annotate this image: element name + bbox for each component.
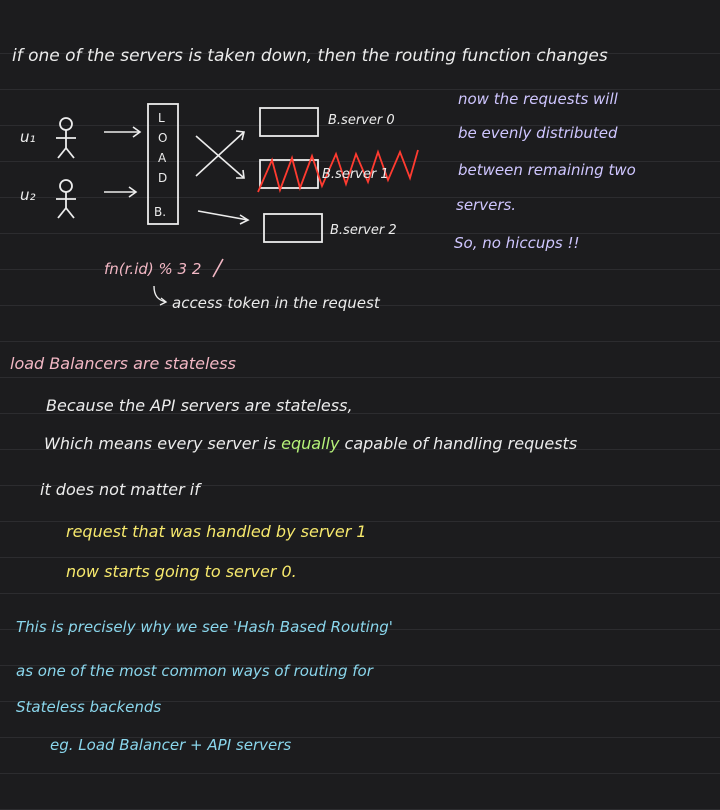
lb-letter-l: L [158, 111, 165, 125]
hash-routing-line-3: Stateless backends [16, 698, 162, 716]
stateless-title: load Balancers are stateless [10, 354, 236, 373]
server-1-label: B.server 1 [322, 167, 389, 182]
formula-hook [154, 286, 166, 302]
formula-strike [213, 259, 223, 277]
stateless-line-3: it does not matter if [40, 480, 200, 499]
crossing-arrows [196, 131, 248, 224]
hash-routing-quote: 'Hash Based Routing' [233, 618, 393, 636]
stateless-line-4: request that was handled by server 1 [66, 522, 367, 541]
user-1-label: u₁ [20, 128, 36, 146]
stateless-line-1: Because the API servers are stateless, [46, 396, 353, 415]
stateless-line-2a: Which means every server is [44, 434, 277, 453]
hash-routing-example: eg. Load Balancer + API servers [50, 736, 292, 754]
user-1-figure [56, 118, 76, 158]
lb-letter-o: O [158, 131, 168, 145]
lb-letter-b: B. [154, 205, 167, 219]
hash-routing-line-1 [16, 620, 393, 635]
side-note-line-4: servers. [456, 196, 517, 214]
server-0-box [260, 108, 318, 136]
server-2-box [264, 214, 322, 242]
hash-routing-line-1a: This is precisely why we see [16, 618, 229, 636]
hash-formula: fn(r.id) % 3 2 [104, 260, 202, 278]
user-2-label: u₂ [20, 186, 36, 204]
hash-routing-line-2: as one of the most common ways of routing for [16, 662, 373, 680]
stateless-line-2c: capable of handling requests [344, 434, 578, 453]
user-arrows [104, 127, 140, 197]
lb-letter-d: D [158, 171, 168, 185]
formula-note: access token in the request [172, 294, 380, 312]
server-2-label: B.server 2 [330, 223, 397, 238]
server-0-label: B.server 0 [328, 113, 395, 128]
equally-highlight: equally [281, 434, 340, 453]
heading-line: if one of the servers is taken down, then the routing function changes [12, 46, 608, 66]
user-2-figure [56, 180, 76, 218]
side-note-line-2: be evenly distributed [458, 124, 618, 142]
side-note-line-1: now the requests will [458, 90, 618, 108]
lb-letter-a: A [158, 151, 167, 165]
side-note-line-3: between remaining two [458, 161, 636, 179]
stateless-line-2 [44, 436, 577, 452]
stateless-line-5: now starts going to server 0. [66, 562, 297, 581]
side-note-conclusion: So, no hiccups !! [454, 234, 580, 252]
